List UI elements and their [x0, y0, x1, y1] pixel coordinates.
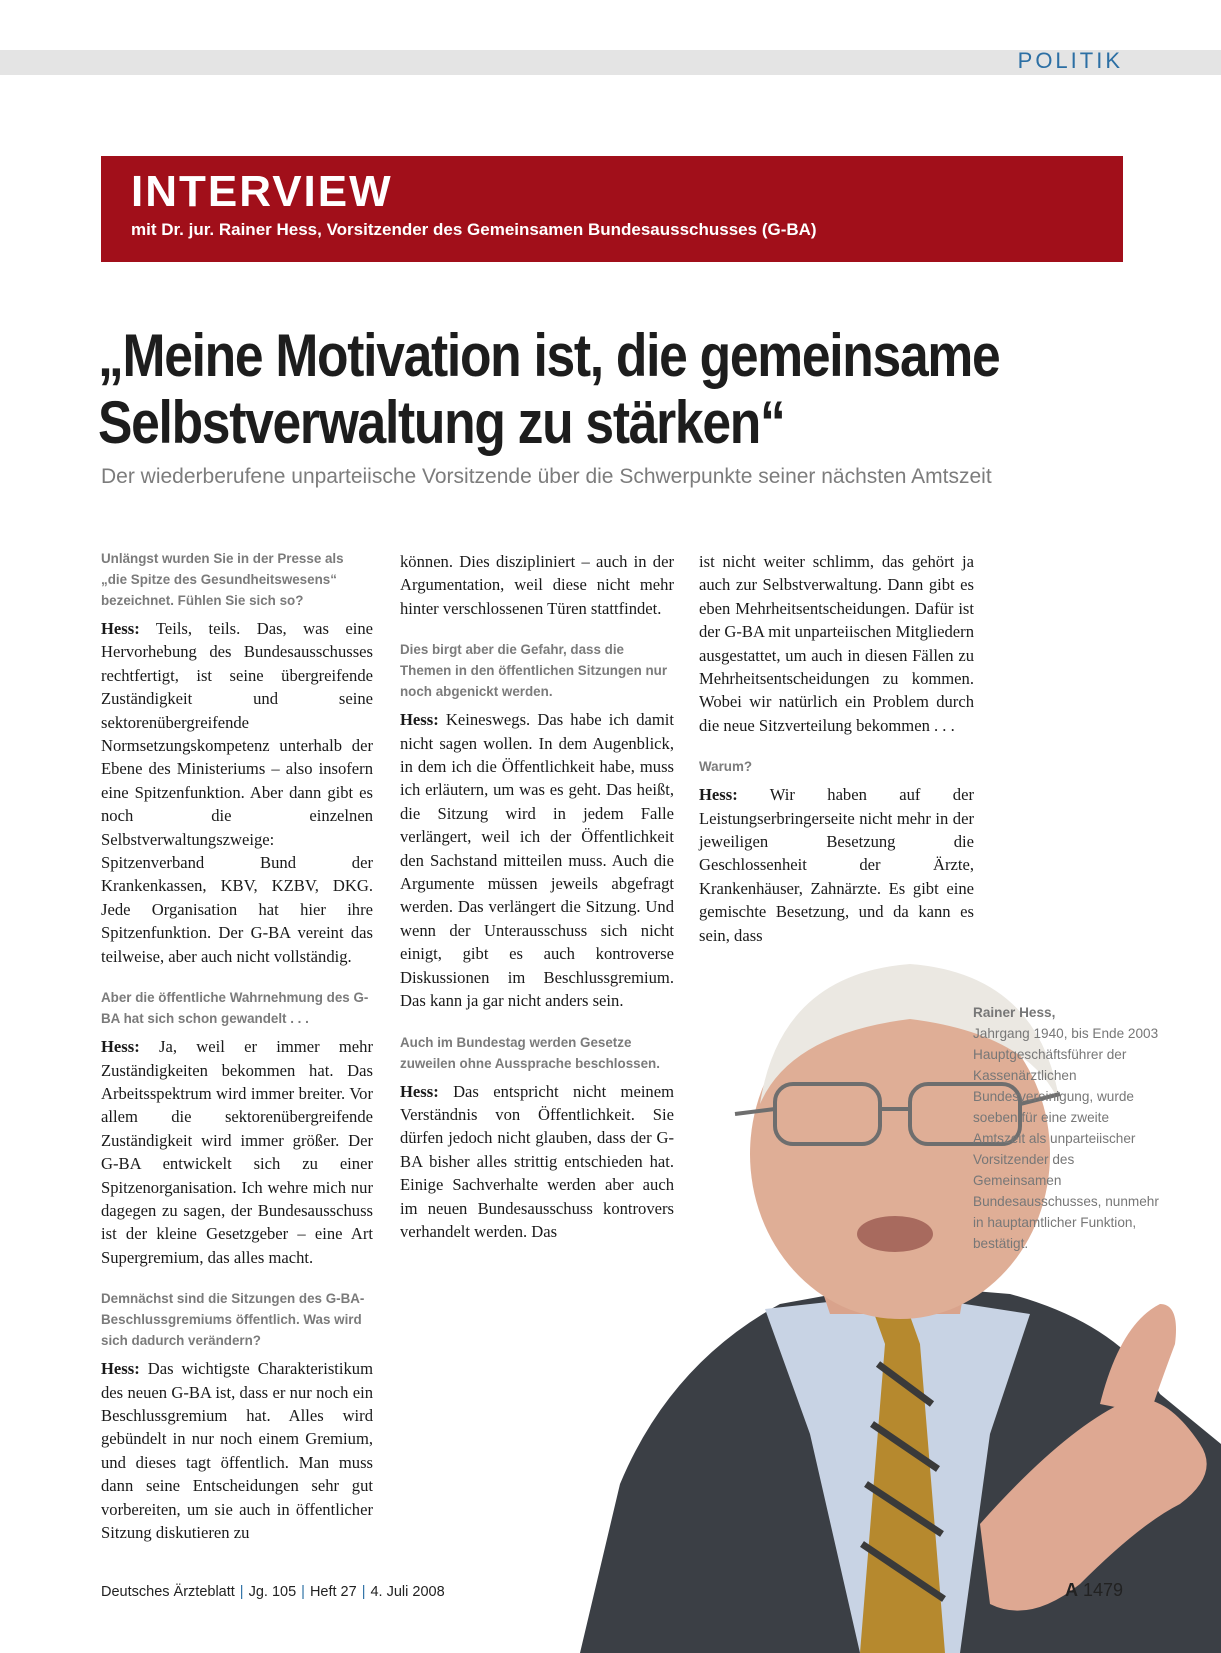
footer-journal: Deutsches Ärzteblatt	[101, 1584, 235, 1600]
answer-continued: können. Dies diszipliniert – auch in der Argumentation, weil diese nicht mehr hinter verschlossenen Türen stattfindet.	[400, 552, 674, 618]
footer-separator: |	[361, 1584, 366, 1600]
question: Unlängst wurden Sie in der Presse als „die Spitze des Gesundheitswesens“ bezeichnet. Fühlen Sie sich so?	[101, 551, 344, 608]
answer: Hess: Keineswegs. Das habe ich damit nicht sagen wollen. In dem Augenblick, in dem ich die Öffentlichkeit habe, muss ich erläutern, um was es geht. Das heißt, die Sitzung wird in jedem Falle verlängert, weil ich der Öffentlichkeit den Sachstand mitteilen muss. Auch die Argumente müssen jeweils abgefragt werden. Das verlängert die Sitzung. Und wenn der Unterausschuss sich nicht einigt, gibt es auch kontroverse Diskussionen im Beschlussgremium. Das kann ja gar nicht anders sein.	[400, 710, 674, 1011]
footer-date: 4. Juli 2008	[370, 1584, 445, 1600]
headline-line-2: Selbstverwaltung zu stärken“	[98, 389, 785, 456]
speaker-label: Hess:	[101, 1037, 140, 1057]
article-column-3	[699, 550, 974, 966]
answer: Hess: Ja, weil er immer mehr Zuständigkeiten bekommen hat. Das Arbeitsspektrum wird immer breiter. Vor allem die sektorenübergreifende Zuständigkeit wird immer größer. Der G-BA entwickelt sich zu einer Spitzenorganisation. Ich wehre mich nur dagegen zu sagen, der Bundesausschuss ist der kleine Gesetzgeber – eine Art Supergremium, das alles macht.	[101, 1037, 373, 1267]
banner-subtitle: mit Dr. jur. Rainer Hess, Vorsitzender des Gemeinsamen Bundesausschusses (G-BA)	[131, 220, 817, 239]
footer-separator: |	[301, 1584, 305, 1600]
footer-separator: |	[239, 1584, 244, 1600]
section-label: POLITIK	[1017, 48, 1123, 73]
footer-citation	[101, 1584, 445, 1600]
footer-issue: Heft 27	[309, 1584, 357, 1600]
interview-banner	[101, 156, 1123, 262]
footer-volume: Jg. 105	[248, 1584, 297, 1600]
article-column-1	[101, 548, 373, 1563]
page-prefix: A	[1064, 1580, 1078, 1600]
answer: Hess: Teils, teils. Das, was eine Hervorhebung des Bundesausschusses rechtfertigt, ist seine übergreifende Zuständigkeit und seine sektorenübergreifende Normsetzungskompetenz unterhalb der Ebene des Ministeriums – also insofern eine Spitzenfunktion. Aber dann gibt es noch die einzelnen Selbstverwaltungszweige: Spitzenverband Bund der Krankenkassen, KBV, KZBV, DKG. Jede Organisation hat hier ihre Spitzenfunktion. Der G-BA vereint das teilweise, aber auch nicht vollständig.	[101, 619, 373, 966]
question: Aber die öffentliche Wahrnehmung des G-BA hat sich schon gewandelt . . .	[101, 990, 369, 1027]
question: Dies birgt aber die Gefahr, dass die Themen in den öffentlichen Sitzungen nur noch abgenickt werden.	[400, 642, 668, 700]
caption-text: Jahrgang 1940, bis Ende 2003 Hauptgeschäftsführer der Kassenärztlichen Bundesvereinigung, wurde soeben für eine zweite Amtszeit als unparteiischer Vorsitzender des Gemeinsamen Bundesausschusses, nunmehr in hauptamtlicher Funktion, bestätigt.	[973, 1026, 1159, 1251]
headline-line-1: „Meine Motivation ist, die gemeinsame	[98, 322, 1000, 389]
page-number-value: 1479	[1082, 1580, 1123, 1600]
caption-name: Rainer Hess,	[973, 1005, 1056, 1020]
speaker-label: Hess:	[101, 619, 140, 638]
answer-continued: ist nicht weiter schlimm, das gehört ja auch zur Selbstverwaltung. Dann gibt es eben Mehrheitsentscheidungen. Dafür ist der G-BA mit unparteiischen Mitgliedern ausgestattet, um auch in diesen Fällen zu Mehrheitsentscheidungen zu kommen. Wobei wir natürlich ein Problem durch die neue Sitzverteilung bekommen . . .	[699, 552, 974, 735]
speaker-label: Hess:	[101, 1359, 140, 1379]
article-headline	[98, 322, 1000, 456]
speaker-label: Hess:	[400, 710, 439, 730]
answer: Hess: Das entspricht nicht meinem Verständnis von Öffentlichkeit. Sie dürfen jedoch nicht glauben, dass der G-BA bisher alles strittig entschieden hat. Einige Sachverhalte werden aber auch im neuen Bundesausschuss kontrovers verhandelt werden. Das	[400, 1081, 674, 1241]
question: Auch im Bundestag werden Gesetze zuweilen ohne Aussprache beschlossen.	[400, 1034, 660, 1071]
page-number	[1065, 1580, 1123, 1601]
question: Warum?	[699, 759, 753, 775]
answer: Hess: Wir haben auf der Leistungserbringerseite nicht mehr in der jeweiligen Besetzung die Geschlossenheit der Ärzte, Krankenhäuser, Zahnärzte. Es gibt eine gemischte Besetzung, und da kann es sein, dass	[699, 785, 974, 945]
speaker-label: Hess:	[699, 785, 738, 805]
photo-caption	[973, 1002, 1163, 1254]
speaker-label: Hess:	[400, 1081, 439, 1101]
article-subhead: Der wiederberufene unparteiische Vorsitzende über die Schwerpunkte seiner nächsten Amtszeit	[101, 465, 992, 488]
question: Demnächst sind die Sitzungen des G-BA-Beschlussgremiums öffentlich. Was wird sich dadurch verändern?	[101, 1291, 365, 1349]
banner-kicker: INTERVIEW	[131, 167, 393, 216]
answer: Hess: Das wichtigste Charakteristikum des neuen G-BA ist, dass er nur noch ein Beschlussgremium hat. Alles wird gebündelt in nur noch einem Gremium, und dieses tagt öffentlich. Man muss dann seine Entscheidungen sehr gut vorbereiten, um sie auch in öffentlicher Sitzung diskutieren zu	[101, 1359, 373, 1542]
